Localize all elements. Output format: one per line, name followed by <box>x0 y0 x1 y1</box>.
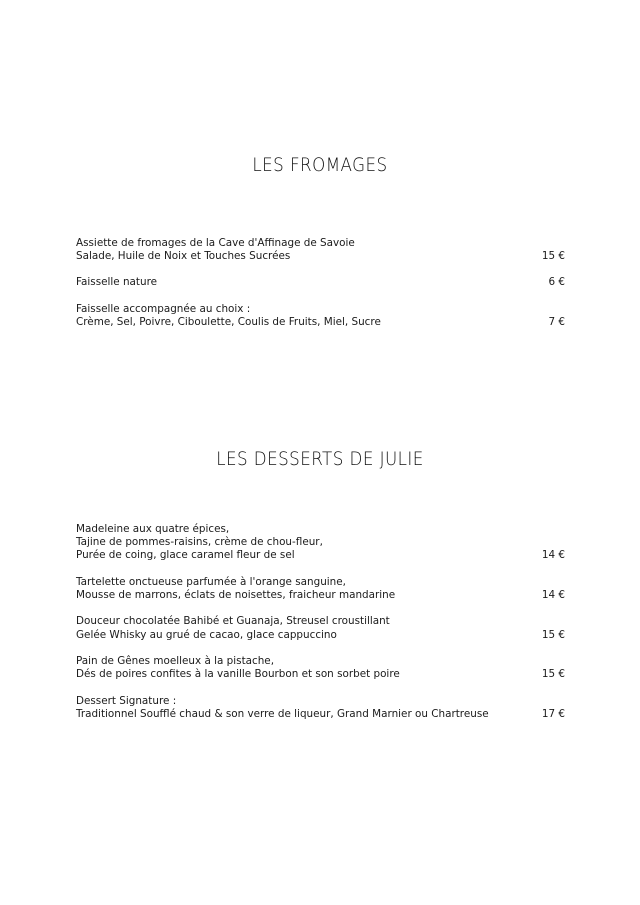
menu-item-assiette-fromages <box>76 237 565 263</box>
section-title-fromages: LES FROMAGES <box>252 154 388 176</box>
menu-item-dessert-signature <box>76 695 565 721</box>
item-price: 6 € <box>548 276 565 289</box>
item-price: 15 € <box>541 250 565 263</box>
section-title-desserts: LES DESSERTS DE JULIE <box>216 448 424 470</box>
item-price: 14 € <box>541 549 565 562</box>
item-price: 15 € <box>541 628 565 641</box>
menu-item-faisselle-choix <box>76 303 565 329</box>
item-price: 15 € <box>541 668 565 681</box>
item-description-line: Tajine de pommes-raisins, crème de chou-fleur, <box>76 536 323 549</box>
item-description-line: Tartelette onctueuse parfumée à l'orange sanguine, <box>76 575 346 588</box>
item-description-line: Dessert Signature : <box>76 694 177 707</box>
item-description-line: Assiette de fromages de la Cave d'Affinage de Savoie <box>76 237 355 249</box>
item-description-line: Traditionnel Soufflé chaud & son verre de liqueur, Grand Marnier ou Chartreuse <box>76 707 489 720</box>
item-description-line: Madeleine aux quatre épices, <box>76 523 230 535</box>
item-description-line: Faisselle accompagnée au choix : <box>76 302 251 315</box>
menu-item-douceur-chocolatee <box>76 615 565 641</box>
item-description-line: Crème, Sel, Poivre, Ciboulette, Coulis de Fruits, Miel, Sucre <box>76 315 381 328</box>
menu-item-pain-de-genes <box>76 655 565 681</box>
item-description-line: Purée de coing, glace caramel fleur de sel <box>76 549 295 562</box>
item-description-line: Dés de poires confites à la vanille Bourbon et son sorbet poire <box>76 668 400 681</box>
menu-item-faisselle-nature <box>76 276 565 289</box>
fromages-list <box>76 237 565 342</box>
item-price: 17 € <box>541 707 565 720</box>
item-price: 14 € <box>541 589 565 601</box>
item-description-line: Gelée Whisky au grué de cacao, glace cappuccino <box>76 628 337 641</box>
menu-item-madeleine <box>76 523 565 563</box>
menu-item-tartelette <box>76 576 565 602</box>
item-description-line: Mousse de marrons, éclats de noisettes, fraicheur mandarine <box>76 589 396 601</box>
item-description-line: Faisselle nature <box>76 276 158 289</box>
desserts-list <box>76 523 565 734</box>
item-price: 7 € <box>548 315 565 328</box>
item-description-line: Pain de Gênes moelleux à la pistache, <box>76 654 275 667</box>
item-description-line: Salade, Huile de Noix et Touches Sucrées <box>76 250 291 263</box>
item-description-line: Douceur chocolatée Bahibé et Guanaja, Streusel croustillant <box>76 615 390 628</box>
